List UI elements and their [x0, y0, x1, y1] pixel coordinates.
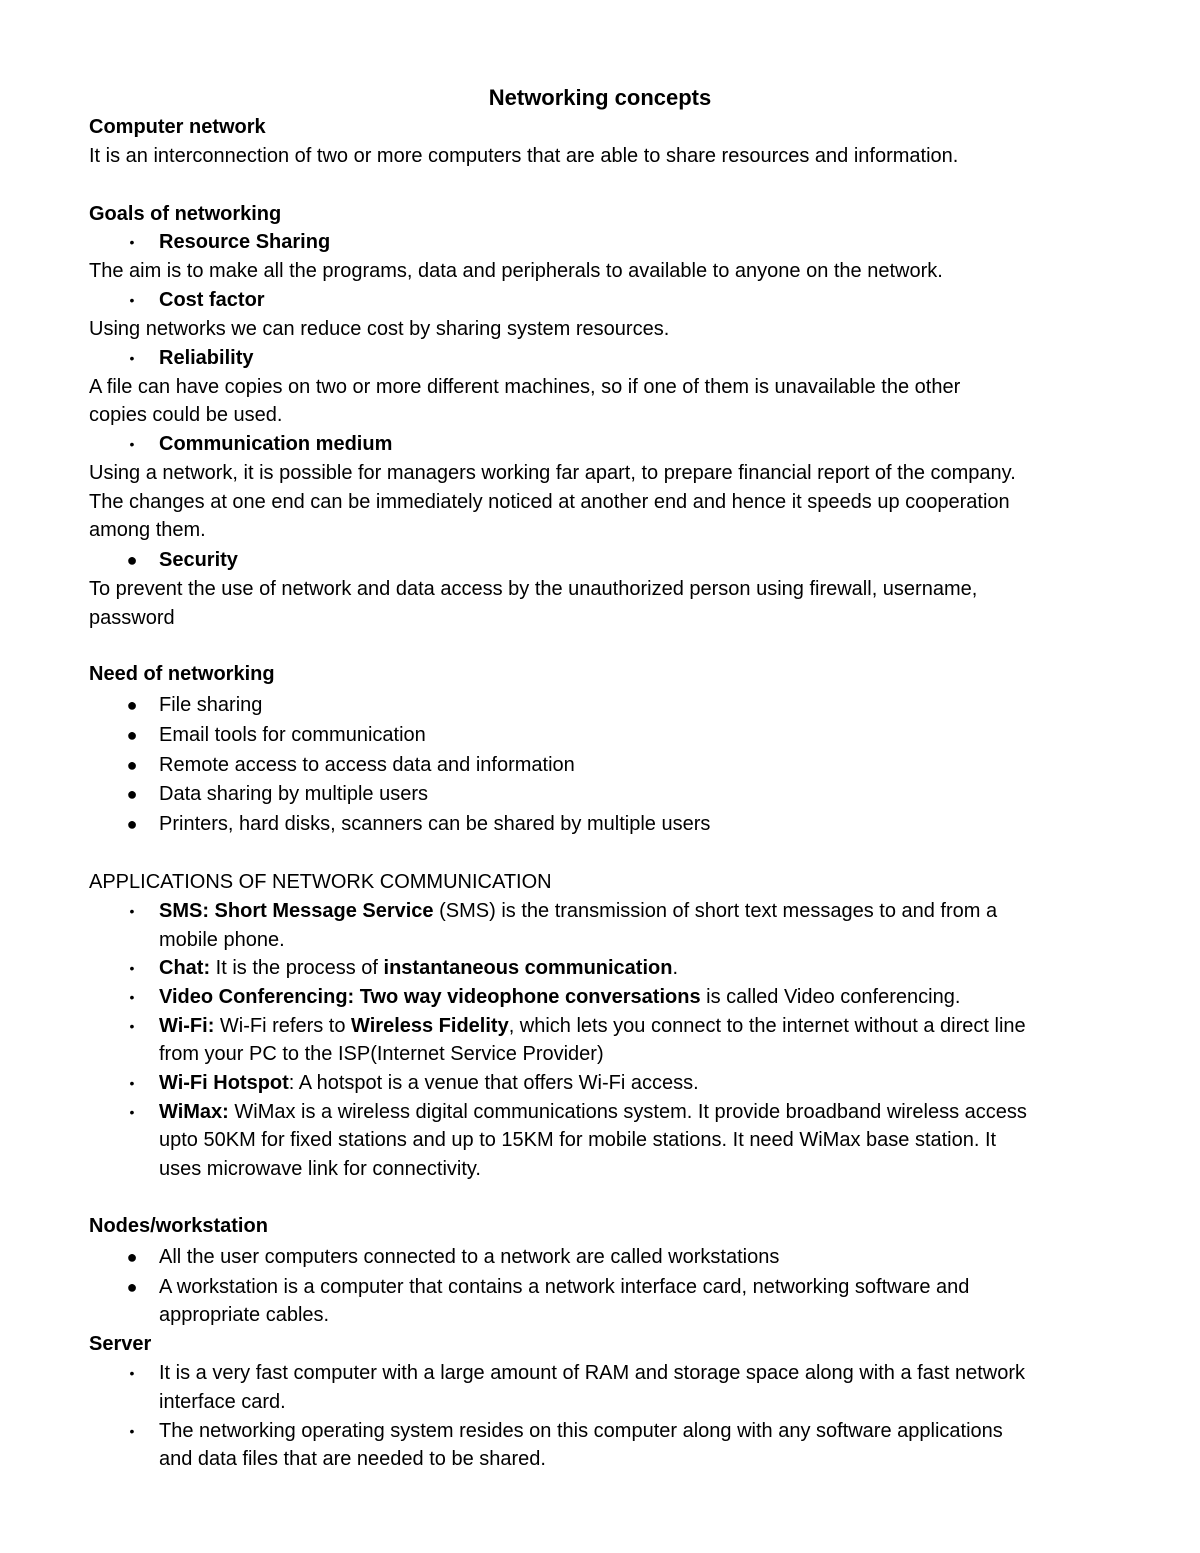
- paragraph: The aim is to make all the programs, data and peripherals to available to anyone on the network.: [89, 260, 943, 282]
- list-item: [159, 1126, 996, 1154]
- bullet-marker: •: [129, 1075, 135, 1091]
- text-segment: SMS: Short Message Service: [159, 900, 434, 922]
- bullet-marker: ●: [126, 695, 138, 715]
- bullet-marker: •: [129, 234, 135, 250]
- section-heading: Computer network: [89, 116, 266, 138]
- section-heading: Nodes/workstation: [89, 1215, 268, 1237]
- text-segment: uses microwave link for connectivity.: [159, 1158, 481, 1180]
- text-segment: WiMax:: [159, 1101, 229, 1123]
- list-item: Data sharing by multiple users: [159, 783, 429, 805]
- goal-label: Security: [159, 549, 238, 571]
- bullet-marker: •: [129, 1104, 135, 1120]
- text-segment: : A hotspot is a venue that offers Wi-Fi access.: [288, 1072, 699, 1094]
- list-item: [159, 1040, 604, 1068]
- list-item: [159, 954, 678, 982]
- list-item: Printers, hard disks, scanners can be shared by multiple users: [159, 813, 711, 835]
- bullet-marker: •: [129, 960, 135, 976]
- list-item: and data files that are needed to be shared.: [159, 1448, 546, 1470]
- text-segment: (SMS) is the transmission of short text messages to and from a: [433, 900, 998, 922]
- list-item: [159, 926, 285, 954]
- text-segment: Wi-Fi refers to: [214, 1015, 352, 1037]
- list-item: [159, 1069, 699, 1097]
- text-segment: Wireless Fidelity: [351, 1015, 509, 1037]
- section-heading: Goals of networking: [89, 203, 282, 225]
- list-item: [159, 1155, 481, 1183]
- paragraph: Using networks we can reduce cost by sharing system resources.: [89, 318, 670, 340]
- bullet-marker: ●: [126, 1277, 138, 1297]
- section-heading: APPLICATIONS OF NETWORK COMMUNICATION: [89, 871, 552, 893]
- text-segment: Video Conferencing: Two way videophone conversations: [159, 986, 701, 1008]
- list-item: File sharing: [159, 694, 263, 716]
- bullet-marker: ●: [126, 784, 138, 804]
- list-item: It is a very fast computer with a large amount of RAM and storage space along with a fast network: [159, 1362, 1025, 1384]
- text-segment: Chat:: [159, 957, 211, 979]
- goal-label: Communication medium: [159, 433, 393, 455]
- text-segment: mobile phone.: [159, 929, 285, 951]
- list-item: [159, 897, 997, 925]
- list-item: appropriate cables.: [159, 1304, 330, 1326]
- bullet-marker: ●: [126, 725, 138, 745]
- goal-label: Cost factor: [159, 289, 265, 311]
- text-segment: , which lets you connect to the internet without a direct line: [508, 1015, 1026, 1037]
- bullet-marker: •: [129, 1018, 135, 1034]
- paragraph: A file can have copies on two or more different machines, so if one of them is unavailable the other: [89, 376, 961, 398]
- section-heading: Server: [89, 1333, 152, 1355]
- bullet-marker: •: [129, 903, 135, 919]
- text-segment: instantaneous communication: [383, 957, 673, 979]
- list-item: [159, 1098, 1027, 1126]
- paragraph: The changes at one end can be immediately noticed at another end and hence it speeds up cooperation: [89, 491, 1010, 513]
- list-item: All the user computers connected to a network are called workstations: [159, 1246, 780, 1268]
- text-segment: upto 50KM for fixed stations and up to 15KM for mobile stations. It need WiMax base station. It: [159, 1129, 997, 1151]
- page-title: Networking concepts: [488, 85, 712, 110]
- bullet-marker: ●: [126, 1247, 138, 1267]
- paragraph: among them.: [89, 519, 206, 541]
- paragraph: Using a network, it is possible for managers working far apart, to prepare financial report of the company.: [89, 462, 1016, 484]
- text-segment: from your PC to the ISP(Internet Service Provider): [159, 1043, 604, 1065]
- bullet-marker: •: [129, 350, 135, 366]
- bullet-marker: •: [129, 292, 135, 308]
- list-item: Email tools for communication: [159, 724, 426, 746]
- text-segment: .: [672, 957, 679, 979]
- list-item: Remote access to access data and information: [159, 754, 575, 776]
- list-item: interface card.: [159, 1391, 286, 1413]
- list-item: [159, 1012, 1026, 1040]
- section-heading: Need of networking: [89, 663, 275, 685]
- goal-label: Reliability: [159, 347, 254, 369]
- bullet-marker: ●: [126, 814, 138, 834]
- text-segment: Wi-Fi Hotspot: [159, 1072, 289, 1094]
- text-segment: Wi-Fi:: [159, 1015, 215, 1037]
- paragraph: To prevent the use of network and data access by the unauthorized person using firewall, username,: [89, 578, 978, 600]
- bullet-marker: •: [129, 989, 135, 1005]
- text-segment: It is the process of: [210, 957, 384, 979]
- bullet-marker: ●: [126, 550, 138, 570]
- bullet-marker: •: [129, 1423, 135, 1439]
- bullet-marker: ●: [126, 755, 138, 775]
- paragraph: It is an interconnection of two or more computers that are able to share resources and information.: [89, 145, 959, 167]
- text-segment: is called Video conferencing.: [700, 986, 961, 1008]
- paragraph: password: [89, 607, 175, 629]
- goal-label: Resource Sharing: [159, 231, 331, 253]
- list-item: The networking operating system resides on this computer along with any software applications: [159, 1420, 1003, 1442]
- text-segment: WiMax is a wireless digital communications system. It provide broadband wireless access: [228, 1101, 1027, 1123]
- list-item: [159, 983, 960, 1011]
- bullet-marker: •: [129, 436, 135, 452]
- paragraph: copies could be used.: [89, 404, 283, 426]
- list-item: A workstation is a computer that contains a network interface card, networking software and: [159, 1276, 970, 1298]
- bullet-marker: •: [129, 1365, 135, 1381]
